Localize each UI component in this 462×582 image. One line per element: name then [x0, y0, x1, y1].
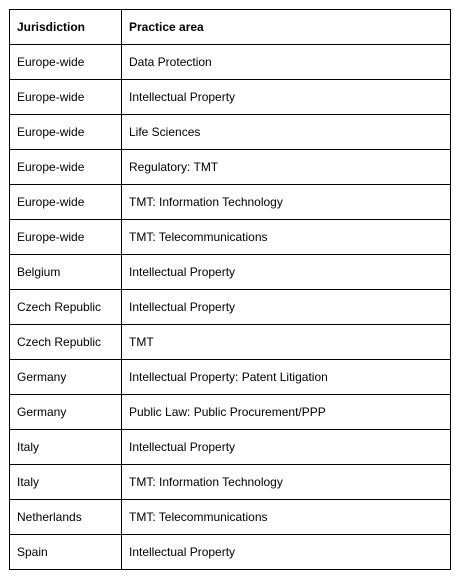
jurisdiction-cell: Europe-wide: [10, 185, 122, 220]
table-row: [10, 290, 451, 325]
jurisdiction-cell: Czech Republic: [10, 290, 122, 325]
jurisdiction-cell: Italy: [10, 430, 122, 465]
jurisdiction-cell: Germany: [10, 360, 122, 395]
table-row: [10, 115, 451, 150]
table-row: [10, 150, 451, 185]
practice-area-cell: TMT: Information Technology: [122, 185, 451, 220]
practice-area-table: [9, 9, 451, 570]
practice-area-column-header: Practice area: [122, 10, 451, 45]
practice-area-cell: Life Sciences: [122, 115, 451, 150]
practice-area-cell: Intellectual Property: [122, 255, 451, 290]
jurisdiction-cell: Belgium: [10, 255, 122, 290]
table-row: [10, 255, 451, 290]
table-row: [10, 465, 451, 500]
table-row: [10, 360, 451, 395]
table-body: [10, 45, 451, 570]
practice-area-cell: TMT: [122, 325, 451, 360]
table-row: [10, 500, 451, 535]
jurisdiction-cell: Spain: [10, 535, 122, 570]
jurisdiction-cell: Europe-wide: [10, 220, 122, 255]
jurisdiction-cell: Europe-wide: [10, 80, 122, 115]
practice-area-cell: Intellectual Property: Patent Litigation: [122, 360, 451, 395]
practice-area-cell: Intellectual Property: [122, 430, 451, 465]
table-header-row: [10, 10, 451, 45]
table-row: [10, 185, 451, 220]
table-row: [10, 45, 451, 80]
table-row: [10, 325, 451, 360]
practice-area-cell: TMT: Telecommunications: [122, 220, 451, 255]
jurisdiction-cell: Netherlands: [10, 500, 122, 535]
jurisdiction-cell: Europe-wide: [10, 115, 122, 150]
table-row: [10, 80, 451, 115]
jurisdiction-cell: Czech Republic: [10, 325, 122, 360]
table-row: [10, 430, 451, 465]
jurisdiction-cell: Europe-wide: [10, 150, 122, 185]
practice-area-cell: Public Law: Public Procurement/PPP: [122, 395, 451, 430]
practice-area-cell: TMT: Telecommunications: [122, 500, 451, 535]
practice-area-cell: Data Protection: [122, 45, 451, 80]
table-row: [10, 220, 451, 255]
jurisdiction-cell: Germany: [10, 395, 122, 430]
practice-area-cell: Intellectual Property: [122, 80, 451, 115]
table-row: [10, 395, 451, 430]
jurisdiction-column-header: Jurisdiction: [10, 10, 122, 45]
practice-area-cell: Regulatory: TMT: [122, 150, 451, 185]
practice-area-cell: Intellectual Property: [122, 535, 451, 570]
table-row: [10, 535, 451, 570]
jurisdiction-cell: Italy: [10, 465, 122, 500]
jurisdiction-cell: Europe-wide: [10, 45, 122, 80]
practice-area-cell: TMT: Information Technology: [122, 465, 451, 500]
practice-area-cell: Intellectual Property: [122, 290, 451, 325]
